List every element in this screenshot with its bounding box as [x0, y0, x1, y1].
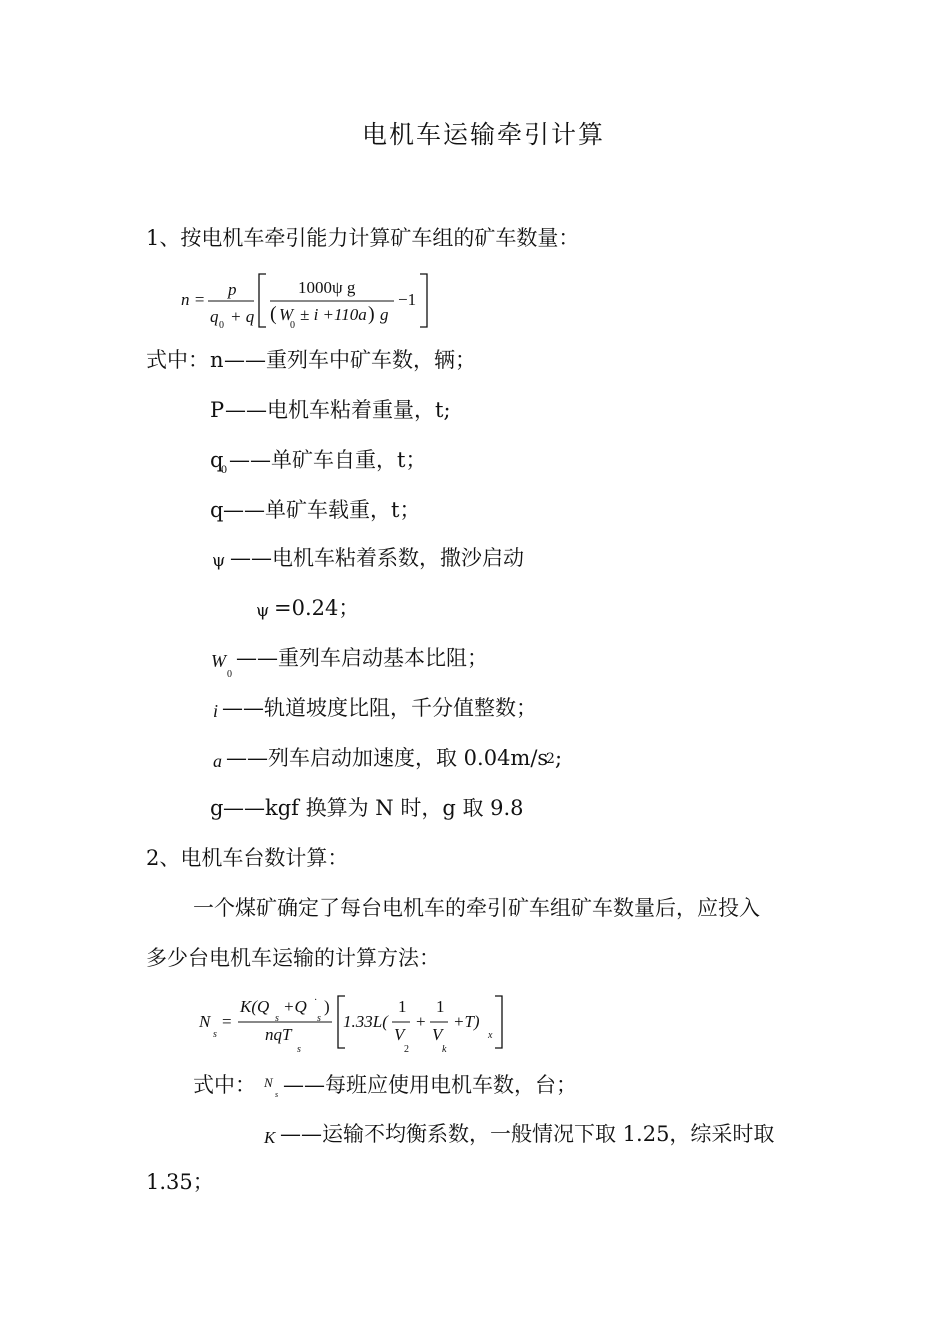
formula2-num-close: ) — [324, 997, 330, 1016]
def-q-text: ——单矿车载重，t； — [223, 498, 421, 522]
formula1-inner-numerator: 1000ψ g — [298, 278, 356, 297]
def-P-symbol: P — [210, 398, 225, 422]
formula2-f1-sub: 2 — [404, 1044, 409, 1055]
def-a-unit-exponent: 2 — [546, 751, 555, 767]
formula1-minus-one: −1 — [398, 290, 417, 309]
formula2-tail: +T) — [453, 1012, 480, 1031]
def-K-text: ——运输不均衡系数，一般情况下取 1.25，综采时取 — [280, 1122, 775, 1146]
formula1-denom-q0: q — [210, 307, 219, 326]
definition-K-continued: 1.35； — [146, 1170, 214, 1194]
def-W0-text: ——重列车启动基本比阻； — [236, 646, 488, 670]
def-W0-sub: 0 — [227, 669, 232, 680]
def-n-text: ——重列车中矿车数，辆； — [224, 348, 476, 372]
formula2-num: K(Q — [240, 997, 270, 1016]
def-P-text: ——电机车粘着重量，t; — [225, 398, 451, 422]
def-q-symbol: q — [210, 498, 224, 522]
formula1-inner-W-sub: 0 — [290, 320, 295, 331]
def-Ns-sub: s — [275, 1090, 279, 1099]
formula2-f1-num: 1 — [398, 997, 407, 1016]
formula2-right-bracket — [495, 996, 502, 1048]
section-1-heading: 1、按电机车牵引能力计算矿车组的矿车数量： — [146, 226, 580, 250]
formula2-num-sub2: s — [317, 1013, 321, 1024]
formula2-coef: 1.33L( — [343, 1012, 388, 1031]
def-q0-symbol: q — [210, 448, 224, 472]
formula1-inner-g: g — [380, 305, 389, 324]
section-2-paragraph-line-1: 一个煤矿确定了每台电机车的牵引矿车组矿车数量后，应投入 — [193, 896, 760, 920]
formula2-plus: + — [416, 1012, 426, 1031]
def-q0-text: ——单矿车自重，t； — [229, 448, 427, 472]
formula2-num-sup: · — [314, 995, 318, 1006]
def-a-tail: ; — [555, 746, 563, 770]
section-2-heading: 2、电机车台数计算： — [146, 846, 349, 870]
formula2-num-mid: +Q — [283, 997, 307, 1016]
formula1-inner-rest: ± i +110a — [300, 305, 367, 324]
formula2-f1-den: V — [394, 1025, 405, 1044]
def-i-text: ——轨道坡度比阻，千分值整数； — [222, 696, 537, 720]
formula2-f2-sub: k — [442, 1044, 447, 1055]
def-psi-text: ——电机车粘着系数，撒沙启动 — [230, 546, 524, 570]
def-g-symbol: g — [210, 796, 224, 820]
formula1-numerator-p: p — [228, 280, 237, 299]
def-n-symbol: n — [210, 348, 224, 372]
formula1-inner-paren-close: ) — [368, 303, 375, 325]
def-a-text: ——列车启动加速度，取 0.04m/s — [226, 746, 549, 770]
formula1-inner-paren-open: ( — [270, 303, 277, 325]
def-psi-value-text: =0.24； — [274, 596, 360, 620]
formula2-N-sub: s — [213, 1029, 217, 1040]
def-a-symbol: a — [213, 751, 222, 771]
formula2-num-sub1: s — [275, 1013, 279, 1024]
formula2-tail-sub: x — [488, 1030, 493, 1041]
def-g-text: ——kgf 换算为 N 时，g 取 9.8 — [223, 796, 524, 820]
def-Ns-text: ——每班应使用电机车数，台； — [283, 1073, 577, 1097]
def-Ns-symbol: N — [264, 1075, 273, 1090]
formula2-den-sub: s — [297, 1044, 301, 1055]
formula1-lhs: n = — [181, 290, 206, 309]
section-2-paragraph-line-2: 多少台电机车运输的计算方法： — [146, 946, 440, 970]
formula1-inner-W: W — [279, 305, 294, 324]
formula2-f2-num: 1 — [436, 997, 445, 1016]
formula2-f2-den: V — [432, 1025, 443, 1044]
def-psi-value-symbol: ψ — [256, 601, 270, 621]
formula1-denom-plus-q: + q — [230, 307, 255, 326]
formula2-den: nqT — [265, 1025, 292, 1044]
document-title: 电机车运输牵引计算 — [362, 120, 606, 149]
def-W0-symbol: W — [211, 651, 226, 671]
where-label-1: 式中： — [146, 348, 209, 372]
where-label-2: 式中： — [193, 1073, 256, 1097]
def-i-symbol: i — [213, 701, 219, 721]
def-q0-sub: 0 — [221, 462, 227, 476]
formula2-N: N — [199, 1012, 211, 1031]
def-psi-symbol: ψ — [212, 551, 226, 571]
formula2-equals: = — [222, 1012, 232, 1031]
formula2-left-bracket — [338, 996, 345, 1048]
formula1-denom-q0-sub: 0 — [219, 320, 224, 331]
def-K-symbol: K — [264, 1128, 276, 1147]
